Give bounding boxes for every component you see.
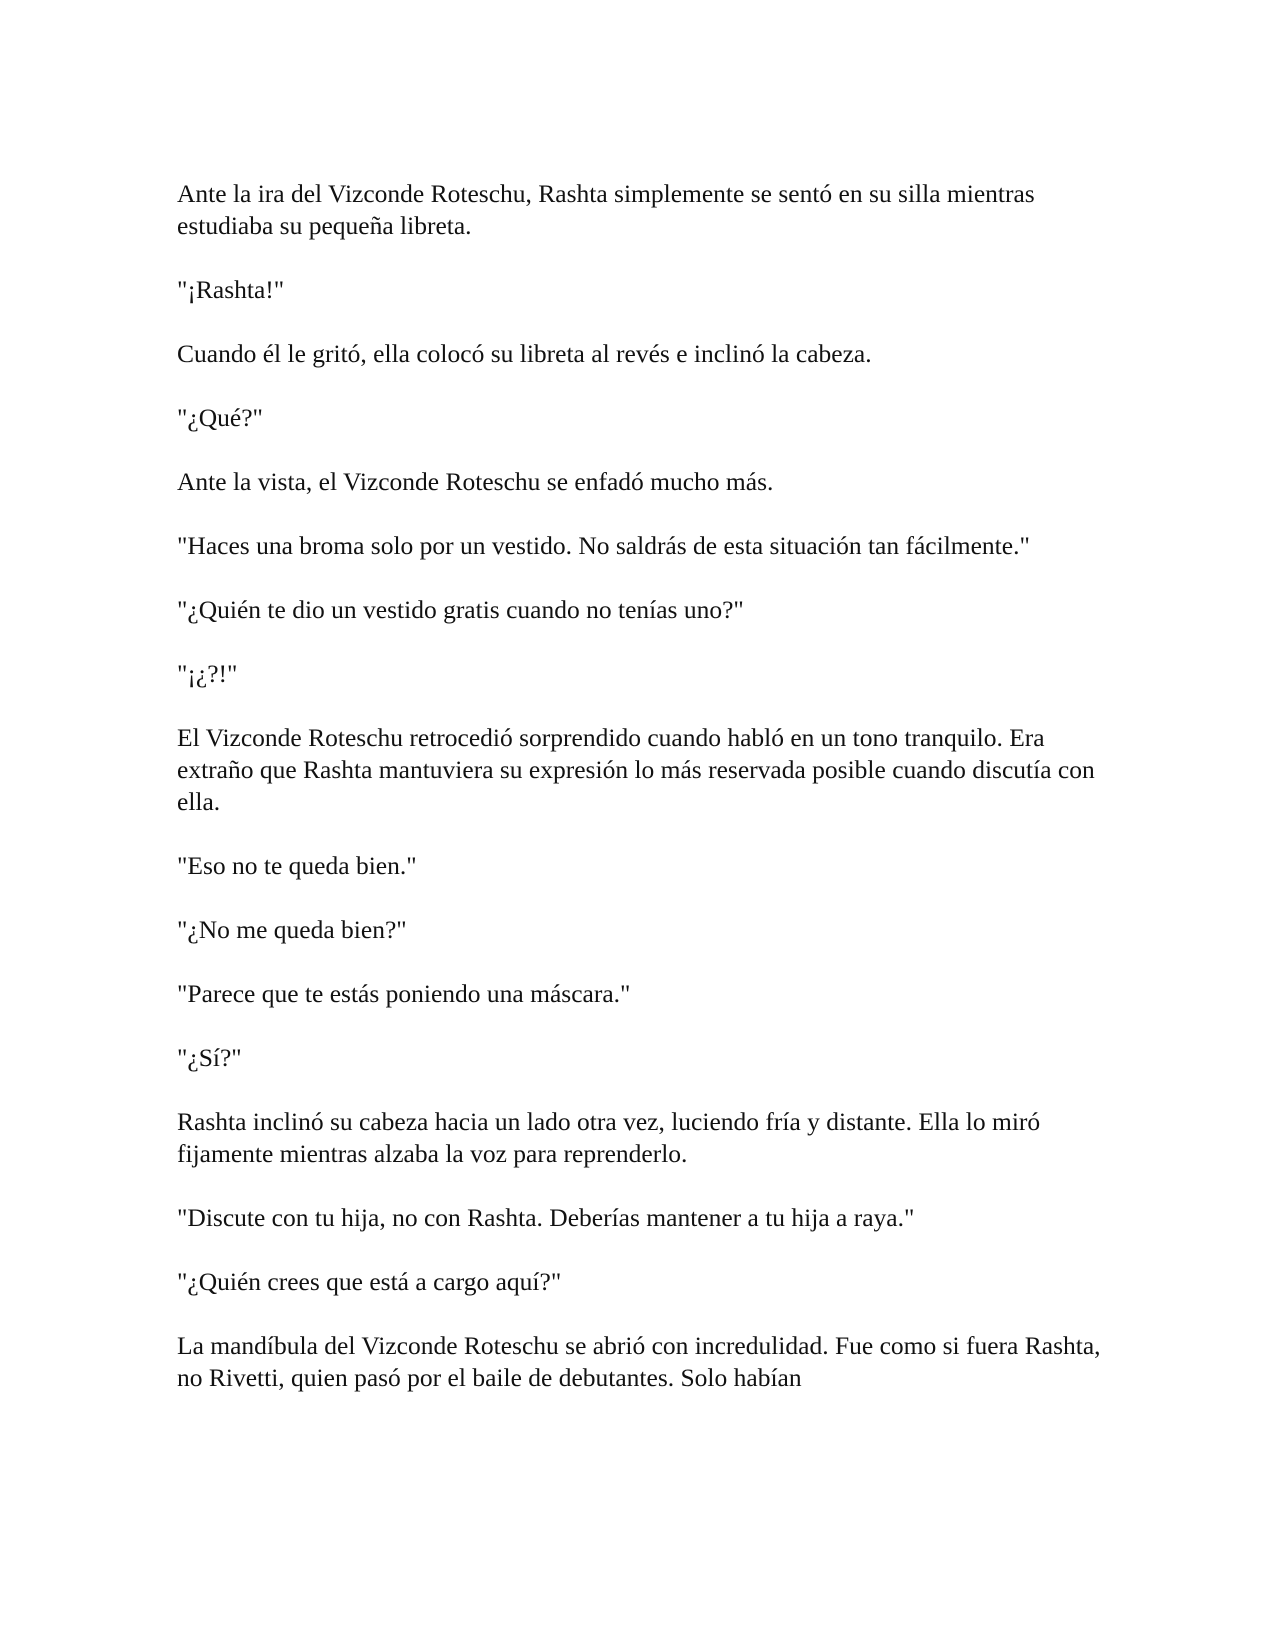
paragraph-10: "Eso no te queda bien." bbox=[177, 851, 417, 880]
paragraph-15: "Discute con tu hija, no con Rashta. Deberías mantener a tu hija a raya." bbox=[177, 1203, 915, 1232]
paragraph-3: Cuando él le gritó, ella colocó su libreta al revés e inclinó la cabeza. bbox=[177, 339, 872, 368]
document-body bbox=[177, 178, 1107, 1426]
paragraph-4: "¿Qué?" bbox=[177, 403, 263, 432]
paragraph-11: "¿No me queda bien?" bbox=[177, 915, 407, 944]
paragraph-2: "¡Rashta!" bbox=[177, 275, 285, 304]
paragraph-13: "¿Sí?" bbox=[177, 1043, 242, 1072]
paragraph-12: "Parece que te estás poniendo una máscara." bbox=[177, 979, 631, 1008]
paragraph-16: "¿Quién crees que está a cargo aquí?" bbox=[177, 1267, 562, 1296]
paragraph-9: El Vizconde Roteschu retrocedió sorprendido cuando habló en un tono tranquilo. Era extraño que Rashta mantuviera su expresión lo más reservada posible cuando discutía con ella. bbox=[177, 723, 1095, 816]
paragraph-1: Ante la ira del Vizconde Roteschu, Rashta simplemente se sentó en su silla mientras estudiaba su pequeña libreta. bbox=[177, 179, 1035, 240]
paragraph-8: "¡¿?!" bbox=[177, 659, 238, 688]
paragraph-6: "Haces una broma solo por un vestido. No saldrás de esta situación tan fácilmente." bbox=[177, 531, 1030, 560]
paragraph-7: "¿Quién te dio un vestido gratis cuando no tenías uno?" bbox=[177, 595, 744, 624]
paragraph-5: Ante la vista, el Vizconde Roteschu se enfadó mucho más. bbox=[177, 467, 774, 496]
paragraph-17: La mandíbula del Vizconde Roteschu se abrió con incredulidad. Fue como si fuera Rashta, no Rivetti, quien pasó por el baile de debutantes. Solo habían bbox=[177, 1331, 1101, 1392]
paragraph-14: Rashta inclinó su cabeza hacia un lado otra vez, luciendo fría y distante. Ella lo miró fijamente mientras alzaba la voz para reprenderlo. bbox=[177, 1107, 1041, 1168]
